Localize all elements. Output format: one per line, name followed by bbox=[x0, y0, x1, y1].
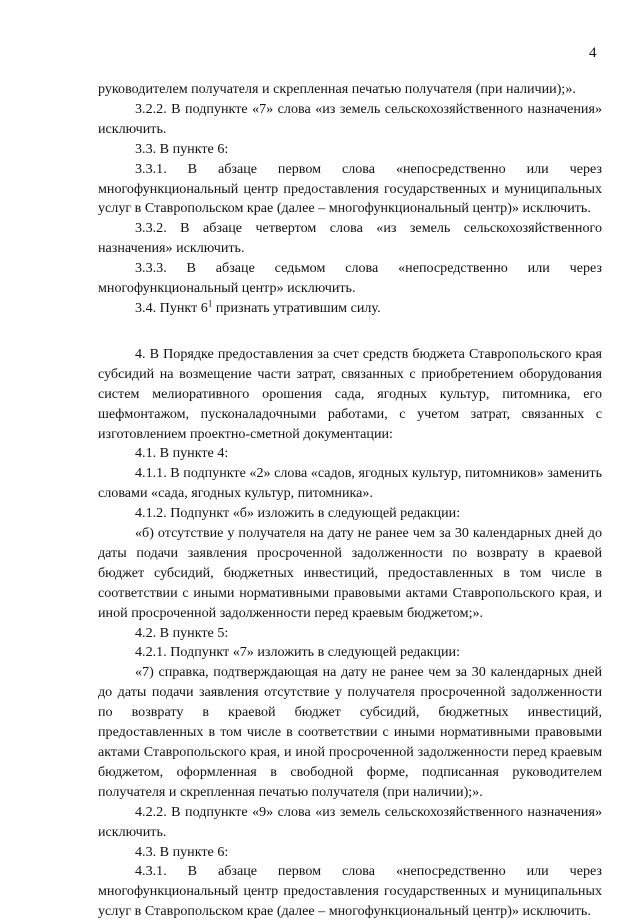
paragraph-text: 3.4. Пункт 6 bbox=[135, 299, 208, 316]
paragraph: 3.2.2. В подпункте «7» слова «из земель сельскохозяйственного назначения» исключить. bbox=[98, 100, 602, 137]
paragraph: 4.2.1. Подпункт «7» изложить в следующей редакции: bbox=[135, 644, 460, 661]
paragraph: 4.1.2. Подпункт «б» изложить в следующей редакции: bbox=[135, 505, 461, 522]
page-number: 4 bbox=[589, 45, 597, 61]
paragraph-text: признать утратившим силу. bbox=[212, 299, 381, 316]
paragraph: 4.2. В пункте 5: bbox=[135, 624, 229, 641]
paragraph: 4.1. В пункте 4: bbox=[135, 445, 229, 462]
superscript: 1 bbox=[207, 298, 213, 309]
paragraph: «б) отсутствие у получателя на дату не ранее чем за 30 календарных дней до даты подачи заявления просроченной задолженности по возврату в краевой бюджет субсидий, бюджетных инвестиций, предоставленных в том числе в соответствии с иными нормативными правовыми актами Ставропольского края, и иной просроченной задолженности перед краевым бюджетом;». bbox=[98, 525, 602, 621]
paragraph: 3.3. В пункте 6: bbox=[135, 140, 229, 157]
paragraph: 3.3.1. В абзаце первом слова «непосредственно или через многофункциональный центр предоставления государственных и муниципальных услуг в Ставропольском крае (далее – многофункциональный центр)» исключить. bbox=[98, 160, 602, 217]
paragraph: 3.3.3. В абзаце седьмом слова «непосредственно или через многофункциональный центр» исключить. bbox=[98, 260, 602, 297]
document-body bbox=[98, 80, 602, 922]
spacer bbox=[98, 319, 602, 345]
paragraph: 4.3. В пункте 6: bbox=[135, 843, 229, 860]
paragraph: 3.3.2. В абзаце четвертом слова «из земель сельскохозяйственного назначения» исключить. bbox=[98, 220, 602, 257]
paragraph bbox=[98, 299, 602, 319]
paragraph: «7) справка, подтверждающая на дату не ранее чем за 30 календарных дней до даты подачи заявления отсутствие у получателя просроченной задолженности по возврату в краевой бюджет субсидий, бюджетных инвестиций, предоставленных в том числе в соответствии с иными нормативными правовыми актами Ставропольского края, и иной просроченной задолженности перед краевым бюджетом, оформленная в свободной форме, подписанная руководителем получателя и скрепленная печатью получателя (при наличии);». bbox=[98, 664, 602, 800]
paragraph: 4.1.1. В подпункте «2» слова «садов, ягодных культур, питомников» заменить словами «сада, ягодных культур, питомника». bbox=[98, 465, 602, 502]
paragraph: 4. В Порядке предоставления за счет средств бюджета Ставропольского края субсидий на возмещение части затрат, связанных с приобретением оборудования систем мелиоративного орошения сада, ягодных культур, питомника, его шефмонтажом, пусконаладочными работами, с учетом затрат, связанных с изготовлением проектно-сметной документации: bbox=[98, 345, 602, 442]
paragraph: 4.3.1. В абзаце первом слова «непосредственно или через многофункциональный центр предоставления государственных и муниципальных услуг в Ставропольском крае (далее – многофункциональный центр)» исключить. bbox=[98, 863, 602, 920]
paragraph: 4.2.2. В подпункте «9» слова «из земель сельскохозяйственного назначения» исключить. bbox=[98, 803, 602, 840]
paragraph: руководителем получателя и скрепленная печатью получателя (при наличии);». bbox=[98, 81, 576, 97]
